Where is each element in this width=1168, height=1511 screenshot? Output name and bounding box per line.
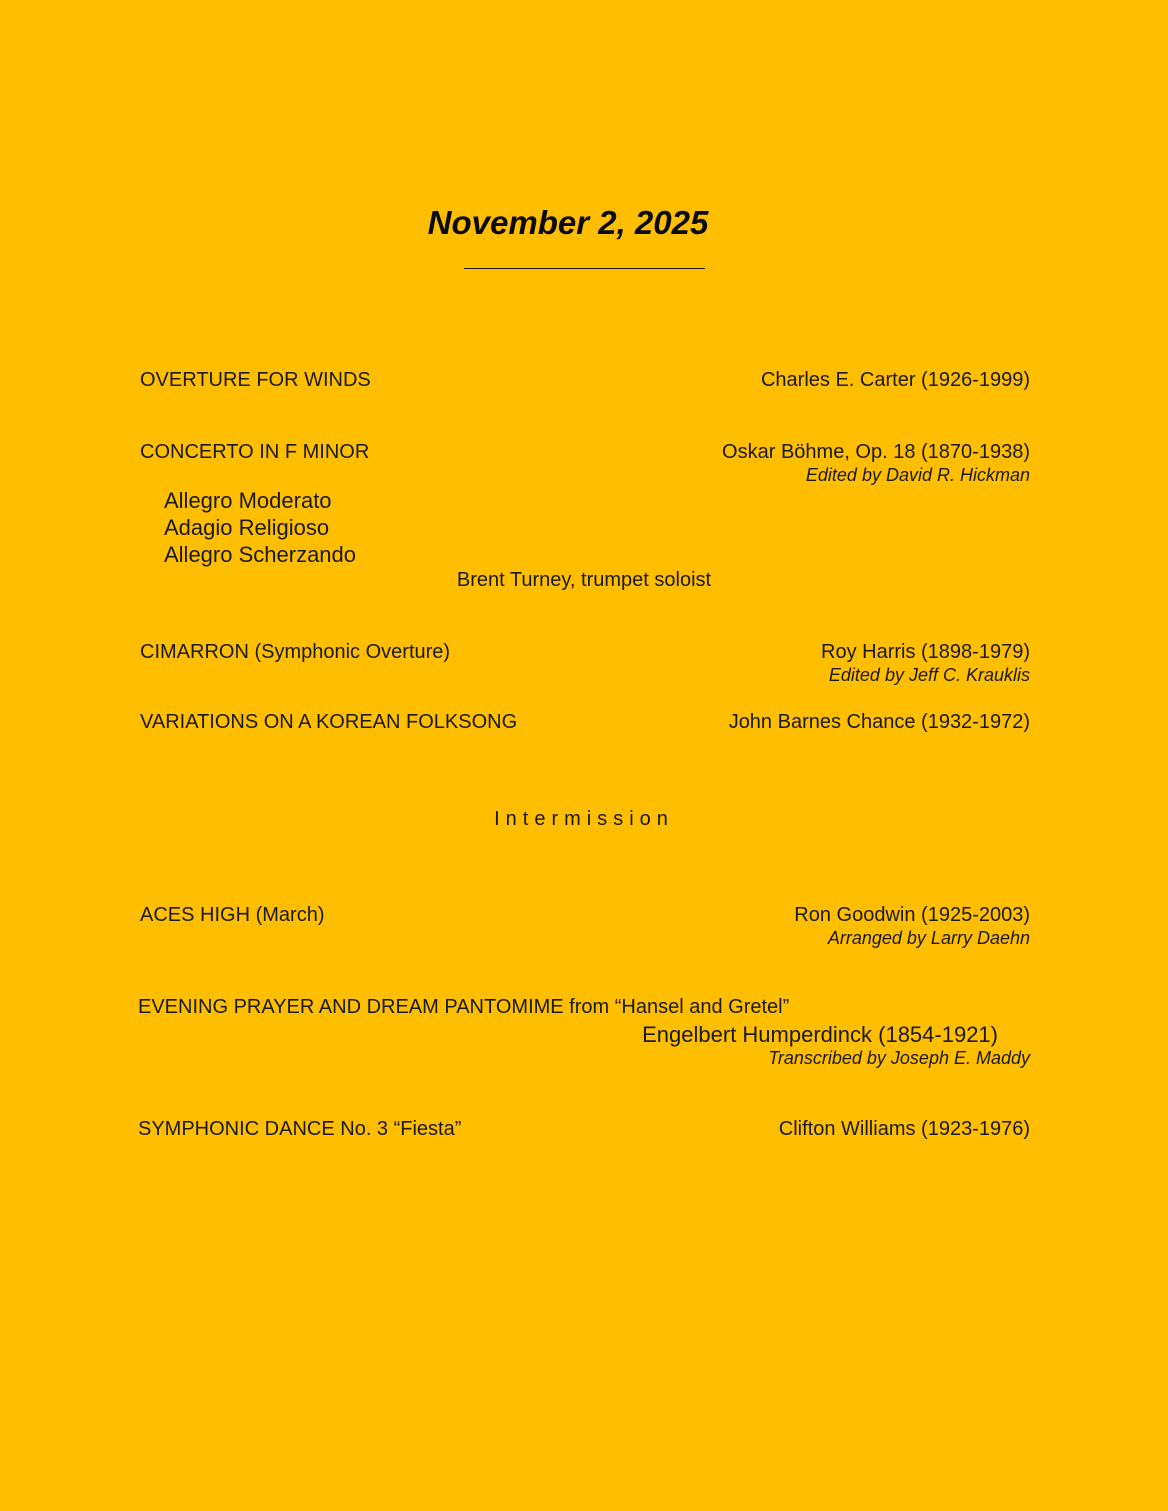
piece-title-main: EVENING PRAYER AND DREAM PANTOMIME bbox=[138, 996, 564, 1018]
movement-allegro-moderato: Allegro Moderato bbox=[164, 488, 332, 513]
composer-carter: Charles E. Carter (1926-1999) bbox=[760, 369, 1030, 391]
piece-title-variations-korean-folksong: VARIATIONS ON A KOREAN FOLKSONG bbox=[140, 711, 518, 733]
composer-chance: John Barnes Chance (1932-1972) bbox=[728, 711, 1030, 733]
piece-title-main: ACES HIGH bbox=[140, 904, 251, 926]
arranger-daehn: Arranged by Larry Daehn bbox=[827, 928, 1030, 948]
composer-goodwin: Ron Goodwin (1925-2003) bbox=[794, 904, 1030, 926]
piece-title-aces-high bbox=[140, 904, 324, 927]
piece-title-cimarron bbox=[140, 641, 450, 664]
piece-title-concerto-in-f-minor: CONCERTO IN F MINOR bbox=[140, 441, 370, 463]
composer-williams: Clifton Williams (1923-1976) bbox=[778, 1118, 1030, 1140]
piece-title-subtitle: from “Hansel and Gretel” bbox=[563, 996, 790, 1018]
composer-bohme: Oskar Böhme, Op. 18 (1870-1938) bbox=[722, 441, 1030, 463]
soloist-credit: Brent Turney, trumpet soloist bbox=[456, 569, 712, 591]
title-underline bbox=[464, 268, 705, 269]
intermission-label: Intermission bbox=[494, 808, 674, 830]
movement-allegro-scherzando: Allegro Scherzando bbox=[164, 542, 357, 567]
piece-title-evening-prayer bbox=[138, 996, 789, 1019]
composer-harris: Roy Harris (1898-1979) bbox=[821, 641, 1030, 663]
composer-humperdinck: Engelbert Humperdinck (1854-1921) bbox=[642, 1022, 998, 1047]
piece-title-symphonic-dance-3: SYMPHONIC DANCE No. 3 “Fiesta” bbox=[138, 1118, 462, 1140]
piece-title-subtitle: (Symphonic Overture) bbox=[248, 641, 451, 663]
transcriber-maddy: Transcribed by Joseph E. Maddy bbox=[768, 1048, 1030, 1068]
editor-hickman: Edited by David R. Hickman bbox=[805, 465, 1030, 485]
concert-date: November 2, 2025 bbox=[427, 204, 709, 241]
piece-title-subtitle: (March) bbox=[250, 904, 325, 926]
editor-krauklis: Edited by Jeff C. Krauklis bbox=[828, 665, 1030, 685]
piece-title-overture-for-winds: OVERTURE FOR WINDS bbox=[140, 369, 371, 391]
movement-adagio-religioso: Adagio Religioso bbox=[164, 515, 330, 540]
piece-title-main: CIMARRON bbox=[140, 641, 249, 663]
